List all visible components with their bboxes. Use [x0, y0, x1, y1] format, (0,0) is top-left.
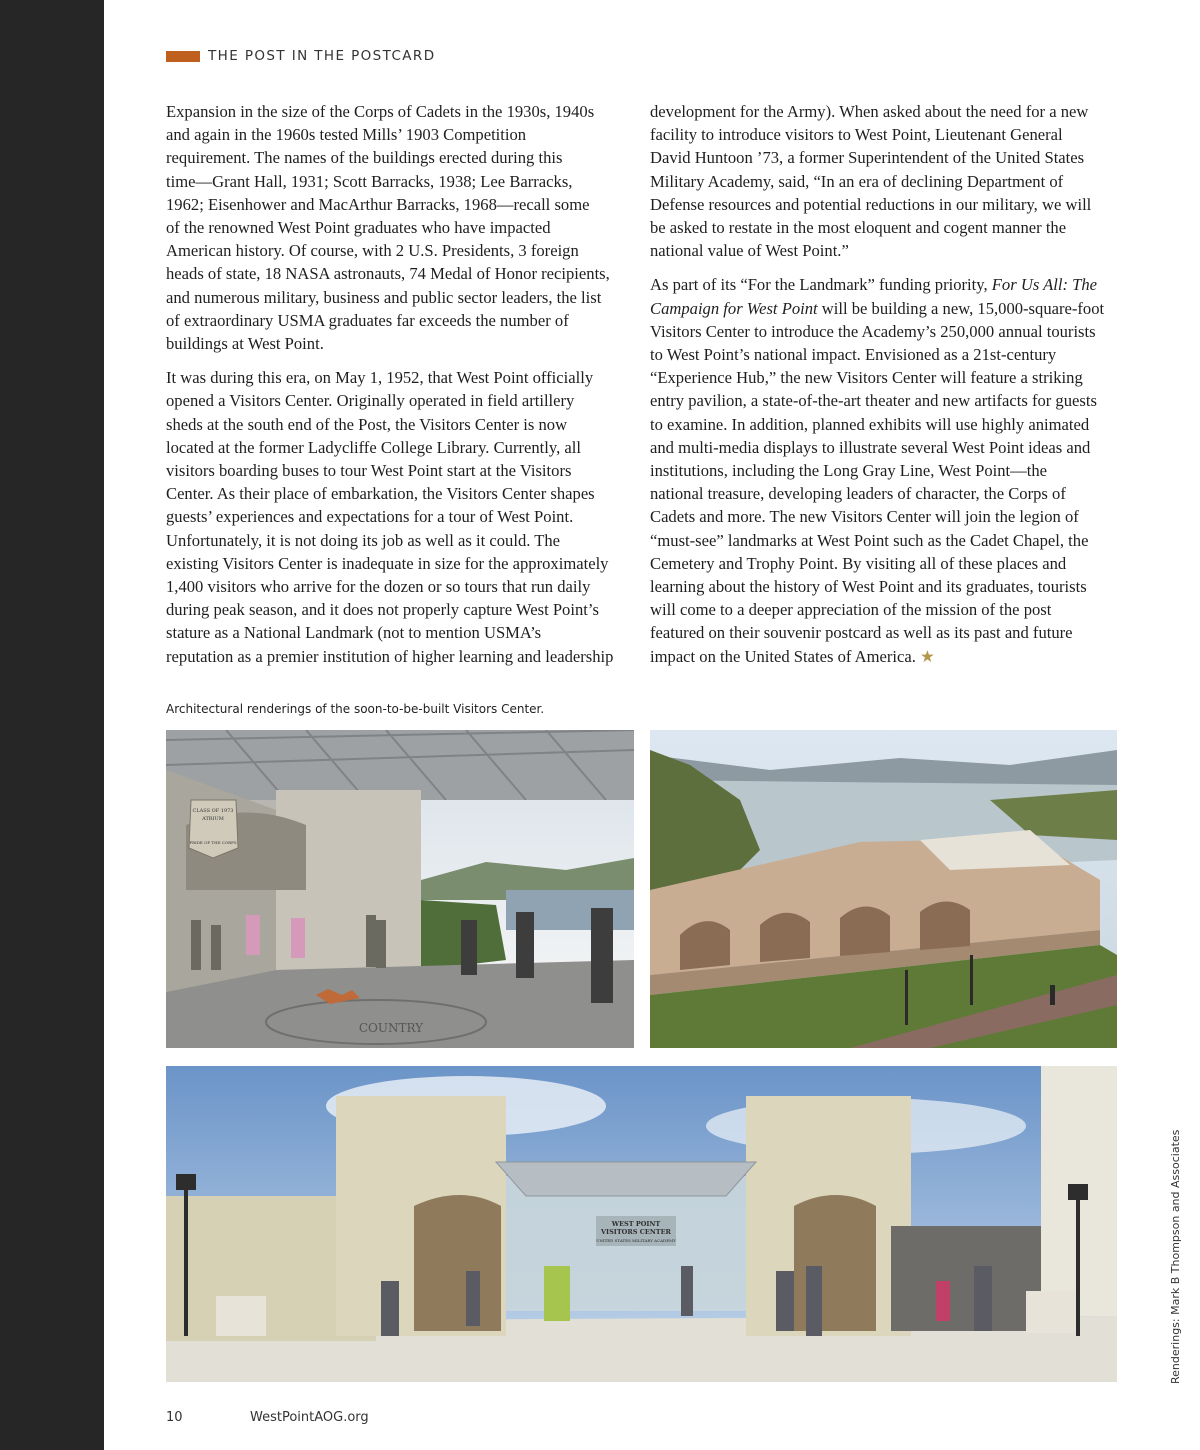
- right-column: [650, 100, 1120, 679]
- floor-seal-text: COUNTRY: [358, 1021, 424, 1035]
- campaign-title: For Us All: The Campaign for West Point: [650, 275, 1098, 318]
- section-title: THE POST IN THE POSTCARD: [208, 48, 436, 64]
- footer-website: WestPointAOG.org: [250, 1410, 369, 1425]
- image-caption: Architectural renderings of the soon-to-be-built Visitors Center.: [166, 702, 545, 716]
- plaque-line-1: CLASS OF 1973: [192, 808, 234, 814]
- aerial-rendering-image: [650, 730, 1117, 1048]
- end-star-icon: ★: [920, 646, 935, 666]
- right-paragraph-2: [650, 273, 1120, 667]
- entrance-rendering-image: [166, 1066, 1117, 1382]
- left-paragraph-1: Expansion in the size of the Corps of Cadets in the 1930s, 1940s and again in the 1960s tested Mills’ 1903 Competition requirement. The names of the buildings erected during this time—Grant Hall, 1931; Scott Barracks, 1938; Lee Barracks, 1962; Eisenhower and MacArthur Barracks, 1968—recall some of the renowned West Point graduates who have impacted American history. Of course, with 2 U.S. Presidents, 3 foreign heads of state, 18 NASA astronauts, 74 Medal of Honor recipients, and numerous military, business and public sector leaders, the list of extraordinary USMA graduates far exceeds the number of buildings at West Point.: [166, 102, 610, 354]
- right-paragraph-1: development for the Army). When asked about the need for a new facility to introduce visitors to West Point, Lieutenant General David Huntoon ’73, a former Superintendent of the United States Military Academy, said, “In an era of declining Department of Defense resources and potential reductions in our military, we will be asked to restate in the most eloquent and cogent manner the national value of West Point.”: [650, 102, 1092, 261]
- right-paragraph-2-rest: will be building a new, 15,000-square-foot Visitors Center to introduce the Academy’s 250,000 annual tourists to West Point’s national impact. Envisioned as a 21st-century “Experience Hub,” the new Visitors Center will feature a striking entry pavilion, a state-of-the-art theater and new artifacts for guests to examine. In addition, planned exhibits will use highly animated and multi-media displays to illustrate several West Point ideas and institutions, including the Long Gray Line, West Point—the national treasure, developing leaders of character, the Corps of Cadets and more. The new Visitors Center will join the legion of “must-see” landmarks at West Point such as the Cadet Chapel, the Cemetery and Trophy Point. By visiting all of these places and learning about the history of West Point and its graduates, tourists will come to a deeper appreciation of the mission of the post featured on their souvenir postcard as well as its past and future impact on the United States of America.: [650, 298, 1105, 666]
- interior-rendering-image: [166, 730, 634, 1048]
- left-column: [166, 100, 636, 679]
- section-header: [166, 47, 436, 65]
- page-edge-bar: [0, 0, 104, 1450]
- plaque-line-2: ATRIUM: [202, 816, 224, 822]
- left-paragraph-2: It was during this era, on May 1, 1952, that West Point officially opened a Visitors Center. Originally operated in field artillery sheds at the south end of the Post, the Visitors Center is now located at the former Ladycliffe College Library. Currently, all visitors boarding buses to tour West Point start at the Visitors Center. As their place of embarkation, the Visitors Center shapes guests’ experiences and expectations for a tour of West Point. Unfortunately, it is not doing its job as well as it could. The existing Visitors Center is inadequate in size for the approximately 1,400 visitors who arrive for the dozen or so tours that run daily during peak season, and it does not properly capture West Point’s stature as a National Landmark (not to mention USMA’s reputation as a premier institution of higher learning and leadership: [166, 368, 614, 666]
- entrance-sign-line-1: WEST POINT: [611, 1220, 661, 1228]
- entrance-sign-line-3: UNITED STATES MILITARY ACADEMY: [596, 1238, 676, 1243]
- entrance-sign-line-2: VISITORS CENTER: [601, 1228, 671, 1236]
- right-paragraph-2-start: As part of its “For the Landmark” funding priority,: [650, 275, 992, 295]
- plaque-line-3: PRIDE OF THE CORPS: [189, 840, 237, 845]
- photo-credit: Renderings: Mark B Thompson and Associates: [1169, 1129, 1182, 1384]
- section-accent-bar: [166, 51, 200, 62]
- page-number: 10: [166, 1410, 183, 1425]
